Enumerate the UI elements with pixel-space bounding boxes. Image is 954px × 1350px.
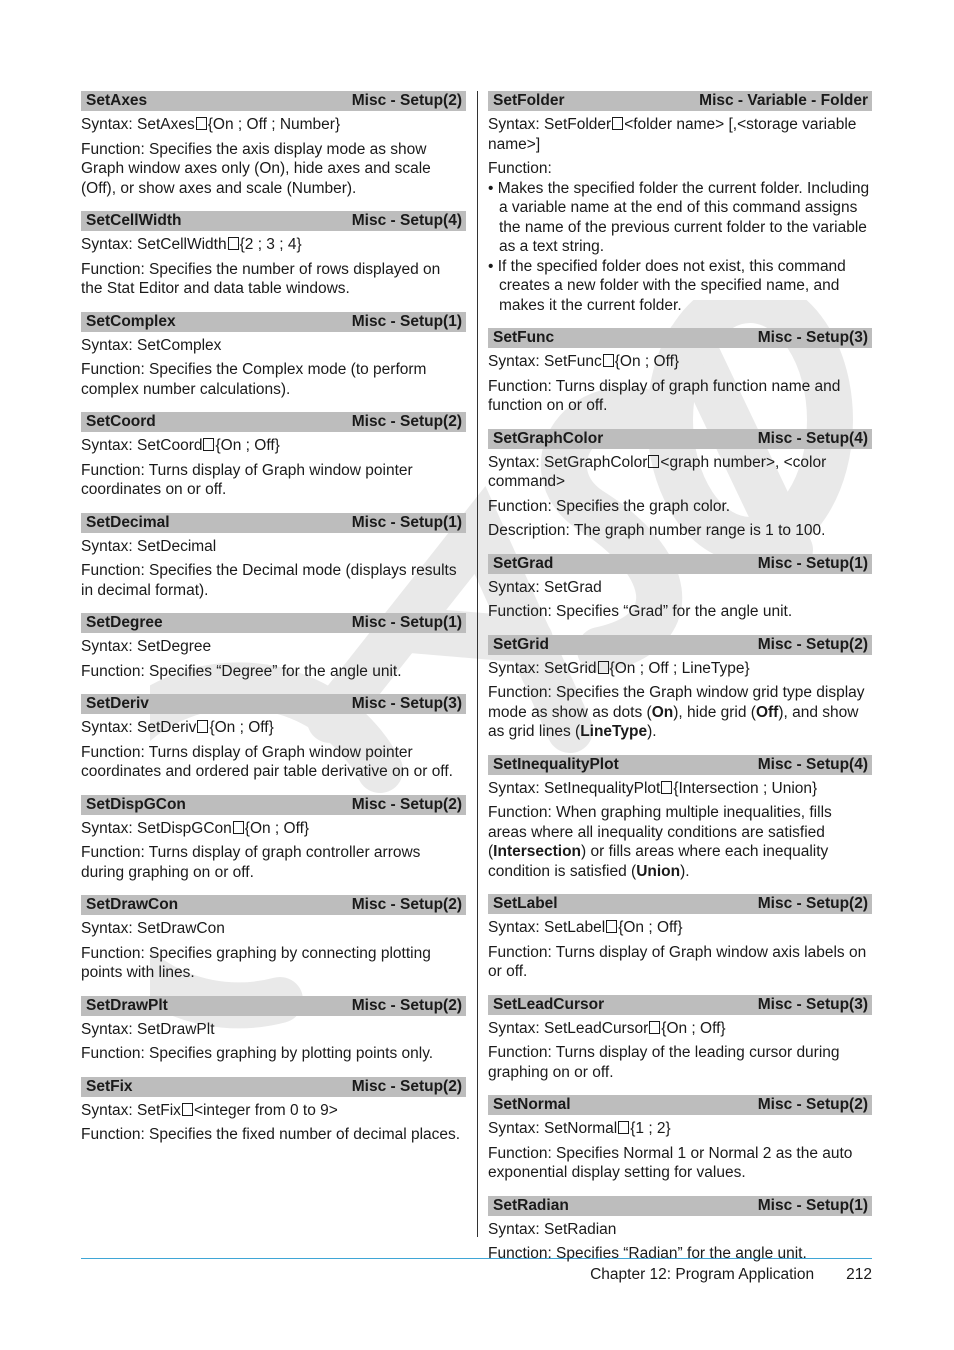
cmd-setaxes [81, 91, 466, 198]
option-off: Off [755, 703, 779, 721]
cmd-category: Misc - Setup(1) [351, 513, 462, 531]
bullet-item: • If the specified folder does not exist, this command creates a new folder with the specified name, and makes it the current folder. [488, 257, 846, 314]
cmd-name: SetDecimal [86, 513, 170, 531]
syntax-text: Syntax: SetLabel [488, 919, 606, 936]
cmd-syntax [81, 436, 466, 456]
cmd-description: Description: The graph number range is 1 to 100. [488, 522, 826, 539]
cmd-syntax [488, 779, 872, 799]
cmd-setgraphcolor [488, 429, 872, 541]
cmd-function: Function: Turns display of graph function name and function on or off. [488, 377, 841, 414]
cmd-category: Misc - Setup(2) [351, 896, 462, 913]
syntax-args: {On ; Off} [661, 1019, 726, 1037]
cmd-syntax [81, 718, 466, 738]
syntax-args: <graph number>, <color command> [488, 453, 827, 490]
syntax-text: Syntax: SetDispGCon [81, 819, 232, 837]
cmd-name: SetNormal [493, 1096, 571, 1113]
syntax-text: Syntax: SetGrid [488, 659, 597, 677]
space-symbol-icon [603, 354, 614, 367]
cmd-syntax [81, 1101, 466, 1121]
space-symbol-icon [196, 117, 207, 130]
cmd-category: Misc - Setup(4) [757, 755, 868, 773]
cmd-syntax: Syntax: SetRadian [488, 1220, 617, 1238]
cmd-header [488, 995, 872, 1015]
cmd-header [488, 894, 872, 914]
syntax-args: {2 ; 3 ; 4} [239, 236, 302, 253]
cmd-category: Misc - Setup(3) [757, 329, 868, 346]
cmd-setgrad [488, 554, 872, 622]
cmd-syntax: Syntax: SetComplex [81, 336, 222, 354]
cmd-header [81, 795, 466, 815]
cmd-name: SetFix [86, 1077, 133, 1095]
cmd-header [488, 91, 872, 111]
cmd-setcomplex [81, 312, 466, 400]
cmd-function: Function: Turns display of graph controller arrows during graphing on or off. [81, 844, 421, 881]
cmd-category: Misc - Setup(2) [757, 635, 868, 653]
cmd-function [488, 683, 872, 742]
column-divider [477, 91, 478, 1237]
cmd-function: Function: Specifies the axis display mode as show Graph window axes only (On), hide axes and scale (Off), or show axes and scale (Number). [81, 140, 431, 197]
chapter-title: Chapter 12: Program Application [590, 1266, 815, 1283]
syntax-text: Syntax: SetLeadCursor [488, 1019, 649, 1037]
cmd-function: Function: Turns display of Graph window pointer coordinates on or off. [81, 461, 413, 498]
cmd-syntax [488, 453, 872, 492]
cmd-header [81, 312, 466, 332]
cmd-function: Function: Specifies the Complex mode (to perform complex number calculations). [81, 361, 427, 398]
cmd-name: SetDegree [86, 614, 163, 631]
syntax-args: <folder name> [,<storage variable name>] [488, 116, 857, 153]
cmd-header [81, 91, 466, 111]
cmd-header [488, 554, 872, 574]
cmd-function-label: Function: [488, 160, 552, 177]
cmd-category: Misc - Setup(3) [757, 995, 868, 1013]
cmd-setfix [81, 1077, 466, 1145]
cmd-function: Function: Specifies “Degree” for the angle unit. [81, 662, 402, 680]
cmd-function: Function: Turns display of Graph window pointer coordinates and ordered pair table derivative on or off. [81, 743, 453, 780]
cmd-setdispgcon [81, 795, 466, 883]
cmd-setcellwidth [81, 211, 466, 299]
syntax-text: Syntax: SetFolder [488, 116, 612, 133]
cmd-function [488, 803, 872, 881]
function-text: Function: When graphing multiple inequalities, fills areas where all inequality conditions are satisfied ( [488, 804, 832, 860]
cmd-category: Misc - Setup(1) [757, 1196, 868, 1214]
syntax-text: Syntax: SetGraphColor [488, 453, 648, 471]
cmd-category: Misc - Setup(1) [351, 614, 462, 631]
cmd-category: Misc - Setup(4) [351, 212, 462, 229]
cmd-setdecimal [81, 513, 466, 601]
cmd-function: Function: Specifies the Decimal mode (displays results in decimal format). [81, 562, 457, 599]
space-symbol-icon [203, 438, 214, 451]
cmd-name: SetDrawPlt [86, 996, 168, 1014]
page-number: 212 [846, 1266, 872, 1283]
left-column [81, 91, 466, 1150]
cmd-header [488, 1196, 872, 1216]
cmd-setnormal [488, 1095, 872, 1183]
function-text: ), and show as grid lines ( [488, 703, 859, 740]
function-text: ) or fills areas where each inequality condition is satisfied ( [488, 843, 829, 880]
cmd-header [488, 635, 872, 655]
syntax-args: {On ; Off ; Number} [207, 116, 341, 133]
cmd-name: SetComplex [86, 312, 176, 330]
function-text: ). [647, 723, 657, 740]
cmd-name: SetDrawCon [86, 896, 179, 913]
cmd-function: Function: Specifies graphing by connecting plotting points with lines. [81, 944, 431, 981]
cmd-setcoord [81, 412, 466, 500]
cmd-syntax [488, 1119, 872, 1139]
cmd-category: Misc - Setup(2) [351, 1077, 462, 1095]
cmd-header [81, 694, 466, 714]
cmd-header [81, 1077, 466, 1097]
function-text: ), hide grid ( [673, 703, 756, 721]
cmd-name: SetCoord [86, 413, 156, 430]
space-symbol-icon [661, 781, 672, 794]
option-intersection: Intersection [493, 843, 582, 860]
cmd-category: Misc - Setup(2) [351, 795, 462, 813]
option-on: On [651, 703, 674, 721]
function-text: ). [680, 862, 690, 880]
cmd-syntax: Syntax: SetGrad [488, 578, 602, 596]
cmd-syntax: Syntax: SetDrawCon [81, 920, 225, 937]
cmd-function: Function: Specifies Normal 1 or Normal 2 as the auto exponential display setting for values. [488, 1144, 853, 1181]
syntax-text: Syntax: SetCoord [81, 437, 203, 454]
cmd-category: Misc - Setup(2) [351, 413, 462, 430]
cmd-function: Function: Specifies “Grad” for the angle unit. [488, 603, 793, 620]
cmd-setfunc [488, 328, 872, 416]
cmd-syntax [488, 352, 872, 372]
cmd-category: Misc - Variable - Folder [699, 92, 868, 109]
cmd-setinequalityplot [488, 755, 872, 882]
cmd-name: SetInequalityPlot [493, 755, 619, 773]
cmd-syntax [81, 819, 466, 839]
option-union: Union [636, 862, 681, 880]
cmd-syntax [488, 1019, 872, 1039]
syntax-args: {On ; Off} [244, 819, 310, 837]
cmd-header [488, 328, 872, 348]
syntax-text: Syntax: SetInequalityPlot [488, 779, 661, 797]
cmd-header [488, 1095, 872, 1115]
cmd-setgrid [488, 635, 872, 742]
cmd-name: SetGraphColor [493, 429, 604, 447]
cmd-name: SetGrad [493, 554, 554, 572]
cmd-category: Misc - Setup(4) [757, 429, 868, 447]
cmd-name: SetDispGCon [86, 795, 186, 813]
cmd-function: Function: Turns display of Graph window axis labels on or off. [488, 943, 867, 980]
syntax-text: Syntax: SetCellWidth [81, 236, 227, 253]
cmd-name: SetLeadCursor [493, 995, 605, 1013]
page-footer [590, 1266, 872, 1284]
syntax-args: {On ; Off} [215, 437, 280, 454]
syntax-text: Syntax: SetDeriv [81, 719, 197, 736]
cmd-syntax [81, 115, 466, 135]
cmd-syntax: Syntax: SetDegree [81, 638, 212, 655]
cmd-syntax: Syntax: SetDrawPlt [81, 1020, 215, 1038]
cmd-syntax [81, 235, 466, 255]
cmd-category: Misc - Setup(2) [351, 996, 462, 1014]
cmd-setlabel [488, 894, 872, 982]
cmd-syntax [488, 918, 872, 938]
cmd-header [81, 513, 466, 533]
cmd-category: Misc - Setup(2) [757, 895, 868, 912]
cmd-function: Function: Specifies the fixed number of decimal places. [81, 1126, 461, 1143]
option-linetype: LineType [580, 723, 648, 740]
cmd-category: Misc - Setup(1) [757, 554, 868, 572]
cmd-setdrawcon [81, 895, 466, 983]
cmd-function: Function: Specifies the number of rows displayed on the Stat Editor and data table windows. [81, 260, 441, 297]
function-text: Function: Specifies the Graph window grid type display mode as show as dots ( [488, 684, 865, 721]
cmd-function: Function: Turns display of the leading cursor during graphing on or off. [488, 1044, 840, 1081]
syntax-args: {On ; Off} [209, 719, 274, 736]
cmd-header [488, 755, 872, 775]
cmd-name: SetAxes [86, 92, 148, 109]
space-symbol-icon [648, 455, 659, 468]
cmd-setdrawplt [81, 996, 466, 1064]
cmd-header [81, 211, 466, 231]
cmd-header [81, 895, 466, 915]
cmd-syntax: Syntax: SetDecimal [81, 537, 217, 555]
syntax-text: Syntax: SetAxes [81, 116, 195, 133]
syntax-args: {1 ; 2} [630, 1120, 671, 1137]
syntax-args: {On ; Off} [614, 353, 680, 370]
space-symbol-icon [228, 237, 239, 250]
space-symbol-icon [612, 117, 623, 130]
space-symbol-icon [233, 821, 244, 834]
syntax-args: {Intersection ; Union} [673, 779, 818, 797]
cmd-setdegree [81, 613, 466, 681]
space-symbol-icon [618, 1121, 629, 1134]
syntax-args: <integer from 0 to 9> [193, 1101, 338, 1119]
syntax-args: {On ; Off ; LineType} [609, 659, 750, 677]
cmd-category: Misc - Setup(3) [351, 695, 462, 712]
cmd-category: Misc - Setup(2) [757, 1096, 868, 1113]
cmd-function: Function: Specifies graphing by plotting points only. [81, 1045, 434, 1062]
bullet-item: • Makes the specified folder the current folder. Including a variable name at the end of this command assigns the name of the previous current folder to the variable as a text string. [488, 179, 870, 255]
cmd-name: SetCellWidth [86, 212, 182, 229]
syntax-args: {On ; Off} [618, 919, 683, 936]
space-symbol-icon [197, 720, 208, 733]
space-symbol-icon [649, 1021, 660, 1034]
cmd-name: SetRadian [493, 1196, 569, 1214]
cmd-name: SetGrid [493, 635, 549, 653]
cmd-header [488, 429, 872, 449]
cmd-name: SetFolder [493, 92, 565, 109]
right-column [488, 91, 872, 1269]
cmd-category: Misc - Setup(1) [351, 312, 462, 330]
syntax-text: Syntax: SetFix [81, 1101, 181, 1119]
cmd-category: Misc - Setup(2) [351, 92, 462, 109]
space-symbol-icon [182, 1103, 193, 1116]
cmd-name: SetDeriv [86, 695, 149, 712]
syntax-text: Syntax: SetNormal [488, 1120, 618, 1137]
cmd-setleadcursor [488, 995, 872, 1083]
cmd-setderiv [81, 694, 466, 782]
cmd-header [81, 412, 466, 432]
space-symbol-icon [606, 920, 617, 933]
cmd-name: SetFunc [493, 329, 555, 346]
cmd-header [81, 996, 466, 1016]
space-symbol-icon [598, 661, 609, 674]
cmd-function: Function: Specifies “Radian” for the angle unit. [488, 1245, 807, 1262]
function-bullets [488, 179, 872, 316]
syntax-text: Syntax: SetFunc [488, 353, 602, 370]
cmd-setfolder [488, 91, 872, 315]
cmd-header [81, 613, 466, 633]
cmd-setradian [488, 1196, 872, 1264]
cmd-name: SetLabel [493, 895, 558, 912]
cmd-syntax [488, 115, 872, 154]
cmd-syntax [488, 659, 872, 679]
cmd-function: Function: Specifies the graph color. [488, 497, 731, 515]
